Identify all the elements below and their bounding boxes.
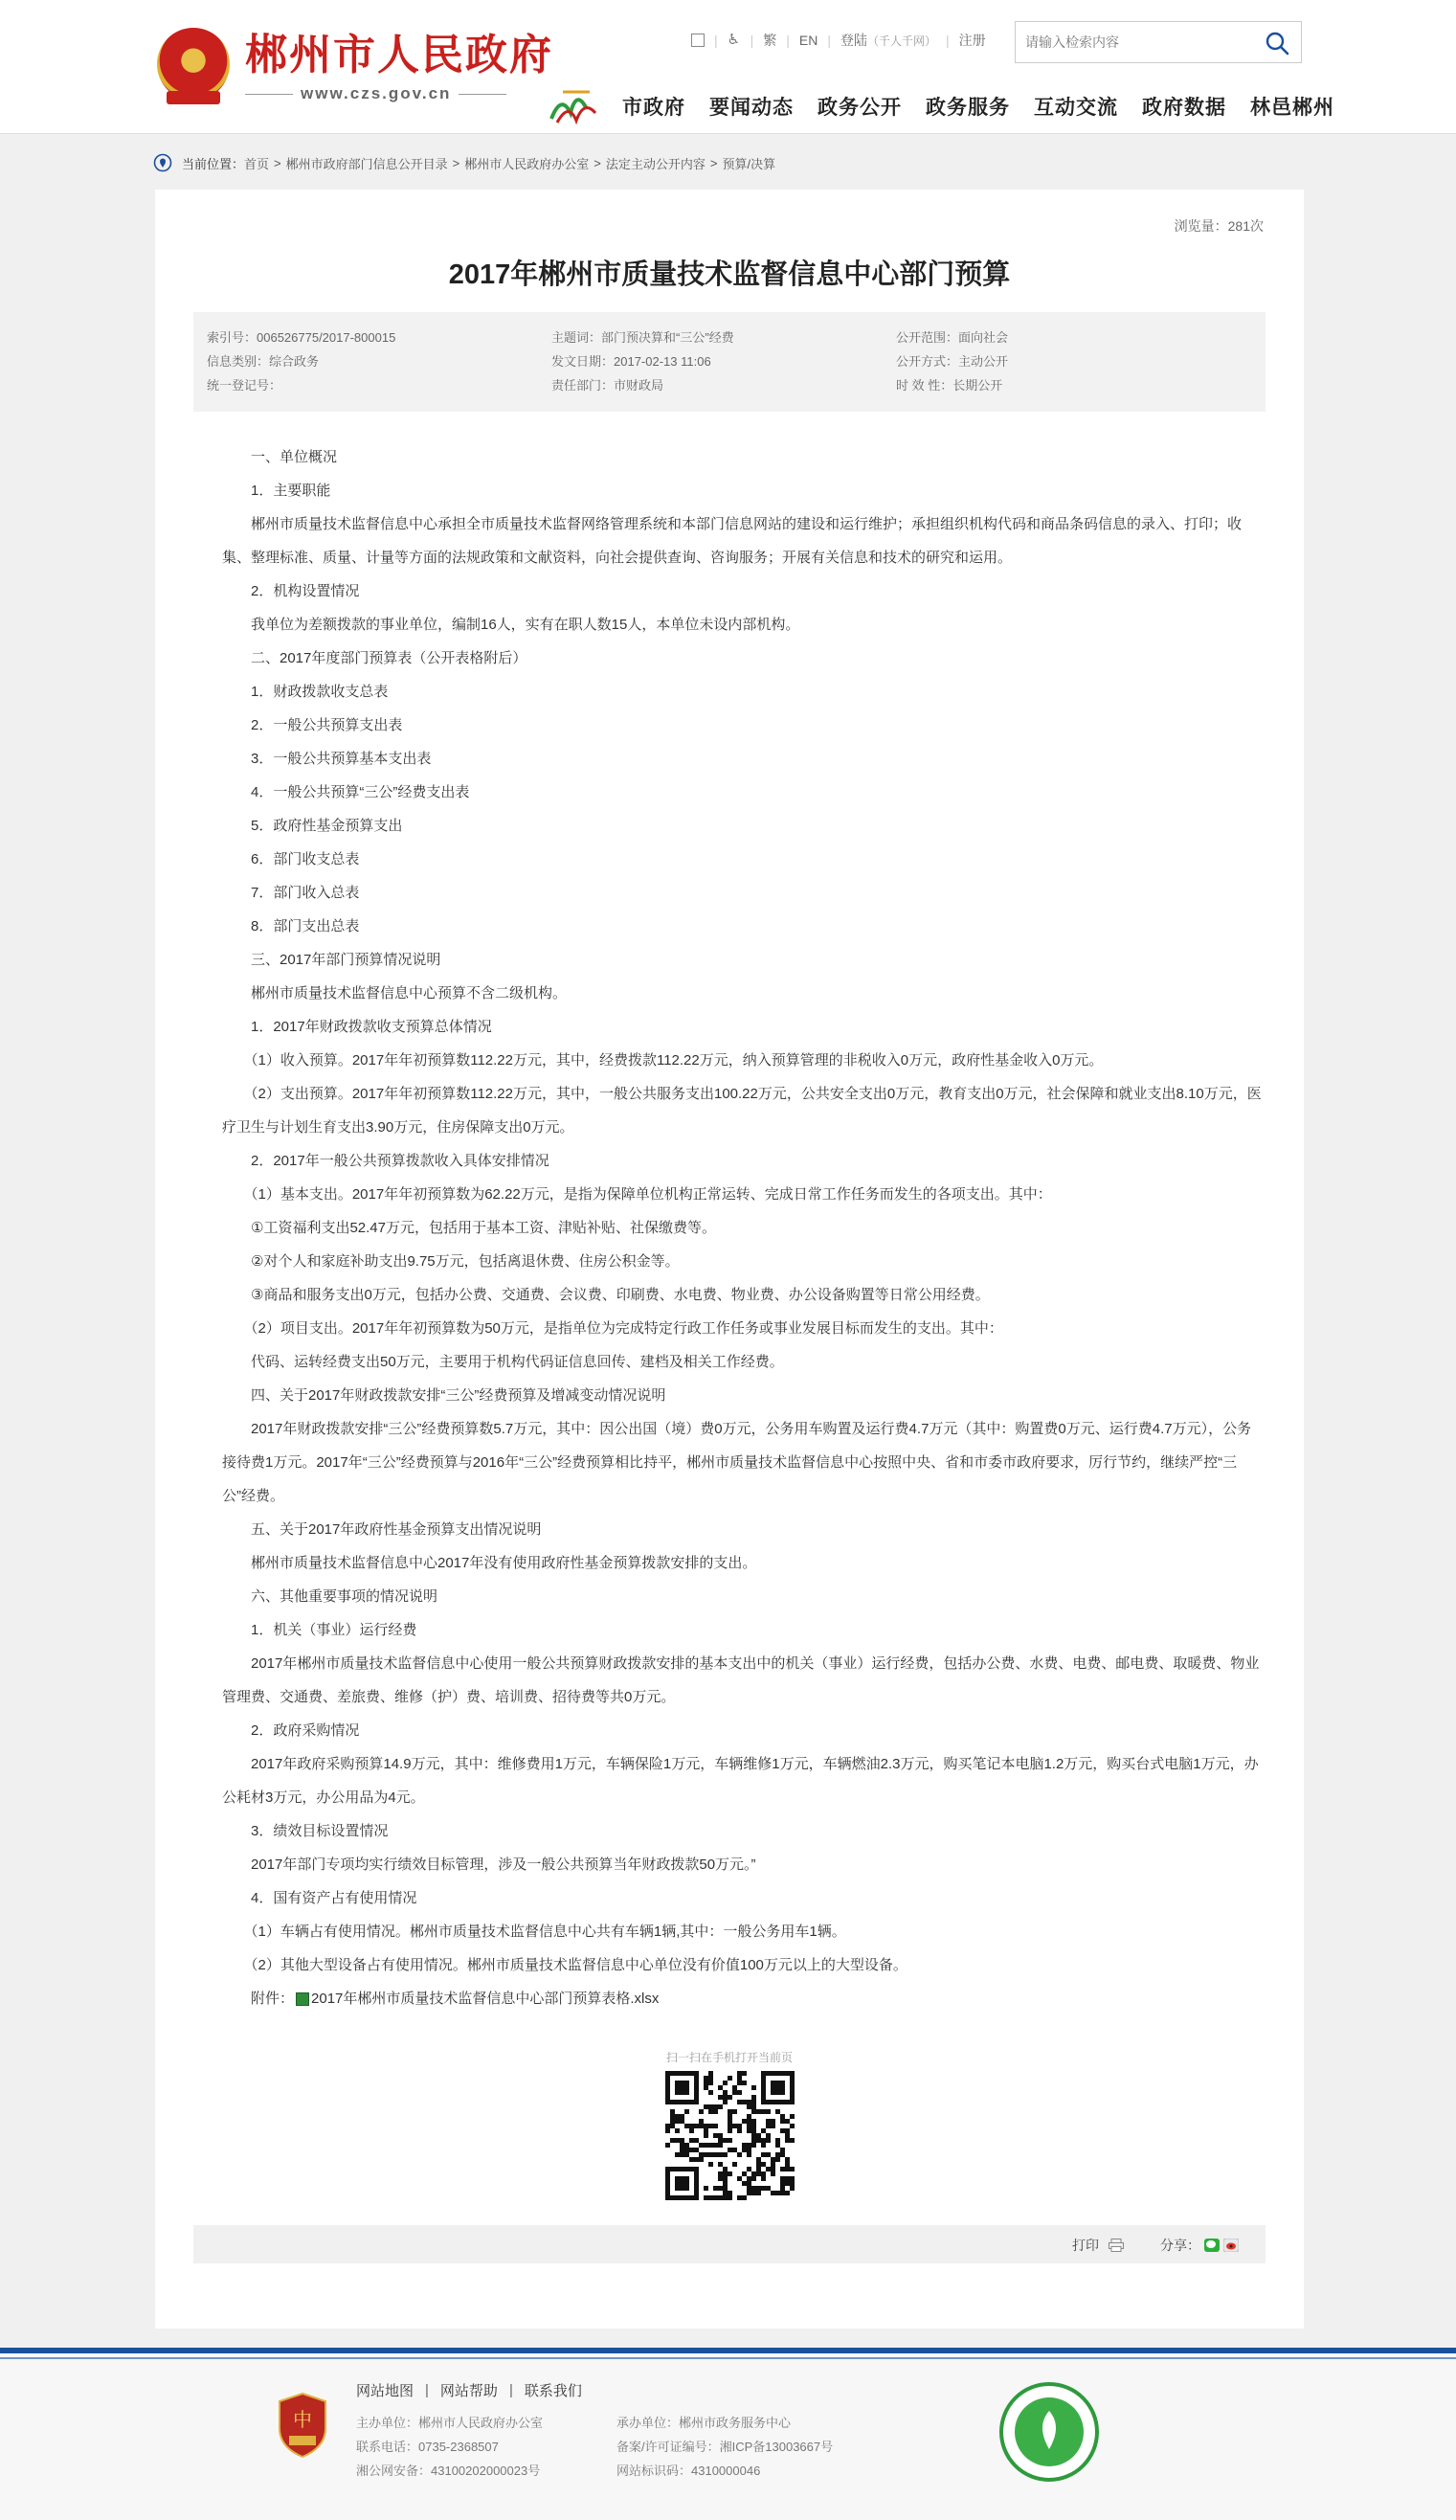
paragraph: 六、其他重要事项的情况说明 [222,1588,438,1605]
paragraph: 一、单位概况 [222,449,338,465]
footer-info [356,2413,942,2485]
nav-item-services[interactable]: 政务服务 [926,97,1010,119]
nav-item-news[interactable]: 要闻动态 [709,97,794,119]
article-meta [193,312,1266,412]
meta-category: 信息类别：综合政务 [207,354,320,369]
breadcrumb-item-statutory[interactable]: 法定主动公开内容 [605,156,706,171]
paragraph: 2．2017年一般公共预算拨款收入具体安排情况 [222,1153,549,1169]
paragraph: 我单位为差额拨款的事业单位，编制16人，实有在职人数15人，本单位未设内部机构。 [222,617,800,633]
nav-item-interaction[interactable]: 互动交流 [1034,97,1118,119]
qr-code [665,2071,795,2200]
paragraph: （1）基本支出。2017年年初预算数为62.22万元，是指为保障单位机构正常运转、完成日常工作任务而发生的各项支出。其中： [222,1186,1052,1203]
paragraph: 4．一般公共预算“三公”经费支出表 [222,784,470,800]
nav-item-data[interactable]: 政府数据 [1142,97,1226,119]
search-icon[interactable] [1265,31,1289,56]
footer-sponsor: 主办单位：郴州市人民政府办公室 [356,2416,544,2430]
nav-item-linyi-chenzhou[interactable]: 林邑郴州 [1250,97,1334,119]
wechat-icon[interactable] [1204,2239,1220,2252]
english-link[interactable]: EN [798,33,818,48]
paragraph: 3．一般公共预算基本支出表 [222,751,432,767]
site-header [0,0,1456,134]
site-logo[interactable] [155,23,553,111]
paragraph: 2017年财政拨款安排“三公”经费预算数5.7万元，其中：因公出国（境）费0万元，公务用车购置及运行费4.7万元（其中：购置费0万元、运行费4.7万元），公务接待费1万元。2017年“三公”经费预算与2016年“三公”经费预算相比持平，郴州市质量技术监督信息中心按照中央、省和市委市政府要求，厉行节约，继续严控“三公”经费。 [222,1421,1252,1504]
paragraph: ②对个人和家庭补助支出9.75万元，包括离退休费、住房公积金等。 [222,1253,680,1270]
print-button[interactable] [1072,2236,1124,2255]
paragraph: 郴州市质量技术监督信息中心预算不含二级机构。 [222,985,568,1001]
top-links: | ♿ | 繁 | EN | 登陆 （千人千网） | 注册 [691,31,986,50]
paragraph: 5．政府性基金预算支出 [222,818,403,834]
excel-file-icon [296,1992,309,2006]
site-footer [0,2348,1456,2520]
paragraph: （1）收入预算。2017年年初预算数112.22万元，其中，经费拨款112.22万元，纳入预算管理的非税收入0万元，政府性基金收入0万元。 [222,1052,1104,1069]
meta-register-no: 统一登记号： [207,378,282,393]
nav-item-government[interactable]: 市政府 [622,97,685,119]
print-label: 打印 [1072,2238,1099,2253]
paragraph: （2）项目支出。2017年年初预算数为50万元，是指单位为完成特定行政工作任务或事业发展目标而发生的支出。其中： [222,1320,1003,1337]
paragraph: 2．一般公共预算支出表 [222,717,403,733]
mobile-icon[interactable] [691,34,705,47]
paragraph: 1．2017年财政拨款收支预算总体情况 [222,1019,492,1035]
meta-validity: 时 效 性：长期公开 [896,378,1003,393]
weibo-icon[interactable] [1223,2239,1239,2252]
breadcrumb-item-office[interactable]: 郴州市人民政府办公室 [464,156,590,171]
paragraph: 2017年政府采购预算14.9万元，其中：维修费用1万元，车辆保险1万元，车辆维修1万元，车辆燃油2.3万元，购买笔记本电脑1.2万元，购买台式电脑1万元，办公耗材3万元，办公用品为4元。 [222,1756,1259,1806]
paragraph: 四、关于2017年财政拨款安排“三公”经费预算及增减变动情况说明 [222,1387,666,1404]
paragraph: 4．国有资产占有使用情况 [222,1890,417,1906]
footer-link-sitemap[interactable]: 网站地图 [356,2383,414,2399]
footer-link-contact[interactable]: 联系我们 [524,2383,582,2399]
paragraph: （2）支出预算。2017年年初预算数112.22万元，其中，一般公共服务支出100.22万元，公共安全支出0万元，教育支出0万元，社会保障和就业支出8.10万元，医疗卫生与计划生育支出3.90万元，住房保障支出0万元。 [222,1086,1262,1136]
paragraph: 8．部门支出总表 [222,918,360,934]
printer-icon [1109,2239,1124,2252]
attachment-label: 附件： [222,1991,295,2007]
paragraph: 2017年郴州市质量技术监督信息中心使用一般公共预算财政拨款安排的基本支出中的机关（事业）运行经费，包括办公费、水费、电费、邮电费、取暖费、物业管理费、交通费、差旅费、维修（护）费、培训费、招待费等共0万元。 [222,1655,1260,1705]
nav-item-open-affairs[interactable]: 政务公开 [818,97,902,119]
svg-text:中: 中 [293,2408,312,2431]
paragraph: 7．部门收入总表 [222,885,360,901]
meta-method: 公开方式：主动公开 [896,354,1009,369]
civilized-city-badge-icon[interactable] [999,2382,1099,2482]
breadcrumb-label: 当前位置： [182,156,245,171]
site-url: www.czs.gov.cn [301,84,452,102]
qr-label: 扫一扫在手机打开当前页 [665,2051,793,2064]
meta-date: 发文日期：2017-02-13 11:06 [551,354,711,369]
meta-scope: 公开范围：面向社会 [896,330,1009,345]
article-container [155,190,1304,2329]
login-note: （千人千网） [867,34,937,48]
site-title: 郴州市人民政府 [245,32,553,79]
paragraph: 2017年部门专项均实行绩效目标管理，涉及一般公共预算当年财政拨款50万元。” [222,1856,756,1873]
nav-logo-icon [548,84,599,126]
breadcrumb: 当前位置： 首页 > 郴州市政府部门信息公开目录 > 郴州市人民政府办公室 > 法定主动公开内容 > 预算/决算 [153,151,775,174]
article-toolbar [193,2225,1266,2263]
footer-phone: 联系电话：0735-2368507 [356,2440,499,2454]
paragraph: 郴州市质量技术监督信息中心2017年没有使用政府性基金预算拨款安排的支出。 [222,1555,757,1571]
register-link[interactable]: 注册 [958,33,986,48]
paragraph: 6．部门收支总表 [222,851,360,867]
paragraph: （2）其他大型设备占有使用情况。郴州市质量技术监督信息中心单位没有价值100万元以上的大型设备。 [222,1957,907,1973]
paragraph: 1．财政拨款收支总表 [222,684,389,700]
view-count: 浏览量：281次 [1174,218,1264,234]
paragraph: 三、2017年部门预算情况说明 [222,952,441,968]
footer-link-help[interactable]: 网站帮助 [439,2383,498,2399]
paragraph: 二、2017年度部门预算表（公开表格附后） [222,650,527,666]
article-title: 2017年郴州市质量技术监督信息中心部门预算 [448,259,1011,290]
footer-organizer: 承办单位：郴州市政务服务中心 [616,2416,792,2430]
paragraph: 3．绩效目标设置情况 [222,1823,389,1839]
footer-links: 网站地图 | 网站帮助 | 联系我们 [356,2382,582,2399]
accessibility-icon[interactable]: ♿ [727,32,741,48]
share-area [1160,2236,1239,2255]
paragraph: 1．机关（事业）运行经费 [222,1622,417,1638]
search-box [1015,21,1302,63]
share-label: 分享： [1160,2238,1200,2253]
main-nav [622,92,1334,121]
traditional-chinese-link[interactable]: 繁 [763,33,777,48]
paragraph: ①工资福利支出52.47万元，包括用于基本工资、津贴补贴、社保缴费等。 [222,1220,716,1236]
article-body [222,440,1266,2015]
paragraph: 郴州市质量技术监督信息中心承担全市质量技术监督网络管理系统和本部门信息网站的建设和运行维护；承担组织机构代码和商品条码信息的录入、打印；收集、整理标准、质量、计量等方面的法规政策和文献资料，向社会提供查询、咨询服务；开展有关信息和技术的研究和运用。 [222,516,1243,566]
paragraph: 1．主要职能 [222,483,331,499]
paragraph: 五、关于2017年政府性基金预算支出情况说明 [222,1521,542,1538]
breadcrumb-item-catalog[interactable]: 郴州市政府部门信息公开目录 [285,156,448,171]
location-icon [153,153,172,172]
paragraph: 2．政府采购情况 [222,1722,360,1739]
paragraph: 2．机构设置情况 [222,583,360,599]
breadcrumb-item-home[interactable]: 首页 [244,156,270,171]
search-input[interactable] [1016,22,1245,62]
party-government-badge-icon[interactable] [276,2392,329,2459]
paragraph: ③商品和服务支出0万元，包括办公费、交通费、会议费、印刷费、水电费、物业费、办公设备购置等日常公用经费。 [222,1287,990,1303]
attachment-row [222,1982,1266,2015]
footer-police-record[interactable]: 湘公网安备：43100202000023号 [356,2464,541,2478]
meta-index-no: 索引号：006526775/2017-800015 [207,330,396,345]
paragraph: 代码、运转经费支出50万元，主要用于机构代码证信息回传、建档及相关工作经费。 [222,1354,784,1370]
meta-keywords: 主题词：部门预决算和“三公”经费 [551,330,734,345]
national-emblem-icon [155,26,232,108]
attachment-link[interactable]: 2017年郴州市质量技术监督信息中心部门预算表格.xlsx [311,1991,660,2007]
footer-icp[interactable]: 备案/许可证编号：湘ICP备13003667号 [616,2440,834,2454]
login-link[interactable]: 登陆 [840,33,868,48]
paragraph: （1）车辆占有使用情况。郴州市质量技术监督信息中心共有车辆1辆,其中：一般公务用车1辆。 [222,1924,846,1940]
breadcrumb-item-budget[interactable]: 预算/决算 [722,156,776,171]
meta-department: 责任部门：市财政局 [551,378,664,393]
footer-site-code: 网站标识码：4310000046 [616,2464,761,2478]
